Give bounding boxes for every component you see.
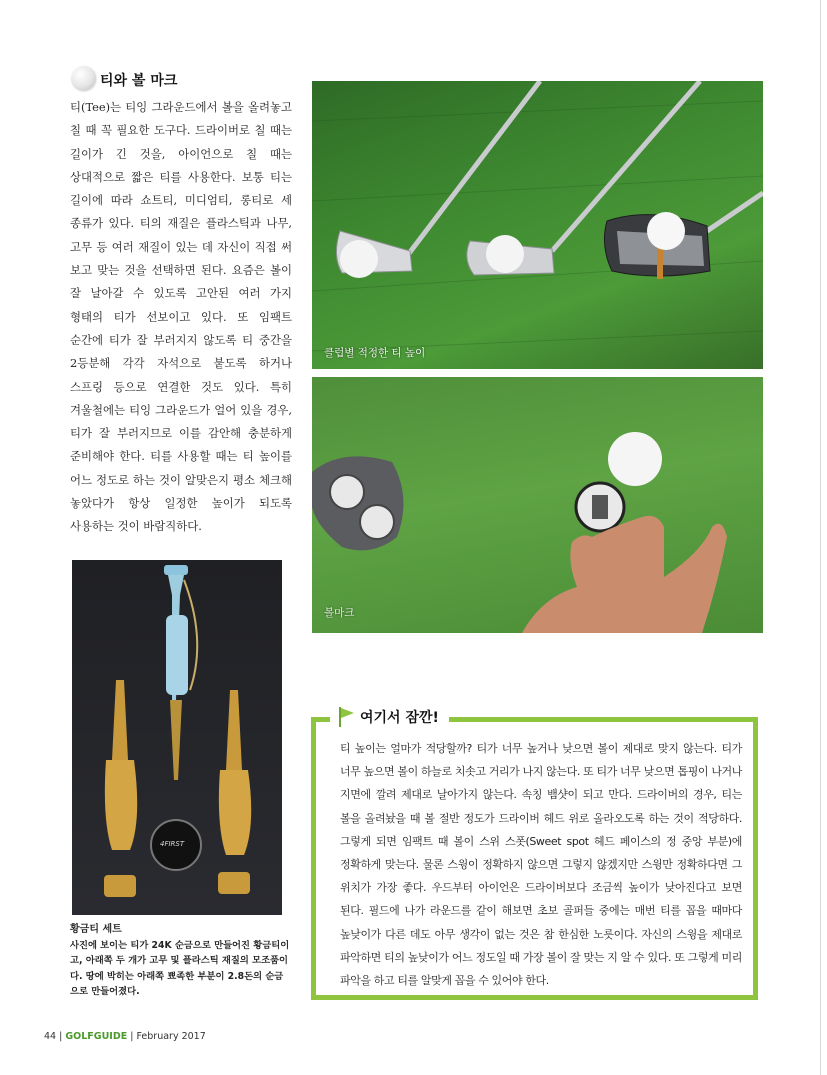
- gold-tee-illustration: [72, 560, 282, 915]
- callout-title: 여기서 잠깐!: [360, 710, 439, 726]
- gold-tee-set-photo: [72, 560, 282, 915]
- ball-mark-caption: 볼마크: [324, 607, 355, 619]
- footer-separator: |: [59, 1031, 63, 1042]
- tee-set-caption-title: 황금티 세트: [70, 924, 122, 935]
- footer-separator-2: |: [130, 1031, 134, 1042]
- flag-icon: [336, 706, 356, 728]
- clubs-illustration: [312, 81, 763, 369]
- section-body: 티(Tee)는 티잉 그라운드에서 볼을 올려놓고 칠 때 꼭 필요한 도구다. 드라이버로 칠 때는 길이가 긴 것을, 아이언으로 칠 때는 상대적으로 짧은 티를 사용한다. 보통 티는 길이에 따라 쇼트티, 미디엄티, 롱티로 세 종류가 있다. 티의 재질은 플라스틱과 나무, 고무 등 여러 재질이 있는 데 자신이 직접 써 보고 맞는 것을 선택하면 된다. 요즘은 볼이 잘 날아갈 수 있도록 고안된 여러 가지 형태의 티가 선보이고 있다. 또 임팩트 순간에 티가 잘 부러지지 않도록 티 중간을 2등분해 각각 자석으로 붙도록 하거나 스프링 등으로 연결한 것도 있다. 특히 겨울철에는 티잉 그라운드가 얼어 있을 경우, 티가 잘 부러지므로 이를 감안해 충분하게 준비해야 한다. 티를 사용할 때는 티 높이를 어느 정도로 하는 것이 알맞은지 평소 체크해 놓았다가 항상 일정한 높이가 되도록 사용하는 것이 바람직하다.: [70, 100, 292, 534]
- clubs-tee-height-photo: [312, 81, 763, 369]
- ball-mark-photo: [312, 377, 763, 633]
- page-footer: [44, 1031, 206, 1042]
- clubs-photo-caption: 클럽별 적정한 티 높이: [324, 347, 426, 359]
- section-heading: [72, 64, 177, 96]
- page-edge-rule: [820, 0, 821, 1075]
- tee-set-caption: [70, 922, 292, 1000]
- tee-set-caption-body: 사진에 보이는 티가 24K 순금으로 만들어진 황금티이고, 아래쪽 두 개가 고무 및 플라스틱 재질의 모조품이다. 땅에 박히는 아래쪽 뾰족한 부분이 2.8돈의 순금으로 만들어졌다.: [70, 939, 290, 997]
- page-number: 44: [44, 1031, 57, 1042]
- cap-logo-text: 4FIRST: [160, 840, 185, 848]
- callout-body: 티 높이는 얼마가 적당할까? 티가 너무 높거나 낮으면 볼이 제대로 맞지 않는다. 티가 너무 높으면 볼이 하늘로 치솟고 거리가 나지 않는다. 또 티가 너무 낮으면 톱핑이 나거나 지면에 깔려 제대로 날아가지 않는다. 속칭 뱀샷이 되고 만다. 드라이버의 경우, 티는 볼을 올려놨을 때 볼 절반 정도가 드라이버 헤드 위로 올라오도록 하는 것이 적당하다. 그렇게 되면 임팩트 때 볼이 스위 스폿(Sweet spot 헤드 페이스의 정 중앙 부분)에 정확하게 맞는다. 물론 스윙이 정확하지 않으면 그렇지 않겠지만 스윙만 정확하다면 그 위치가 가장 좋다. 우드부터 아이언은 드라이버보다 조금씩 높이가 낮아진다고 보면 된다. 필드에 나가 라운드를 같이 해보면 초보 골퍼들 중에는 매번 티를 꼽을 때마다 높낮이가 다른 데도 아무 생각이 없는 것은 참 한심한 노릇이다. 자신의 스윙을 제대로 파악하면 티의 높낮이가 어느 정도일 때 가장 볼이 잘 맞는 지 알 수 있다. 또 그렇게 미리 파악을 하고 티를 알맞게 꼽을 수 있어야 한다.: [340, 742, 742, 988]
- magazine-brand: GOLFGUIDE: [65, 1031, 128, 1042]
- callout-heading: [330, 703, 449, 731]
- golf-ball-icon: [72, 66, 96, 90]
- section-title: 티와 볼 마크: [100, 73, 178, 89]
- ball-mark-illustration: [312, 377, 763, 633]
- issue-date: February 2017: [136, 1031, 206, 1042]
